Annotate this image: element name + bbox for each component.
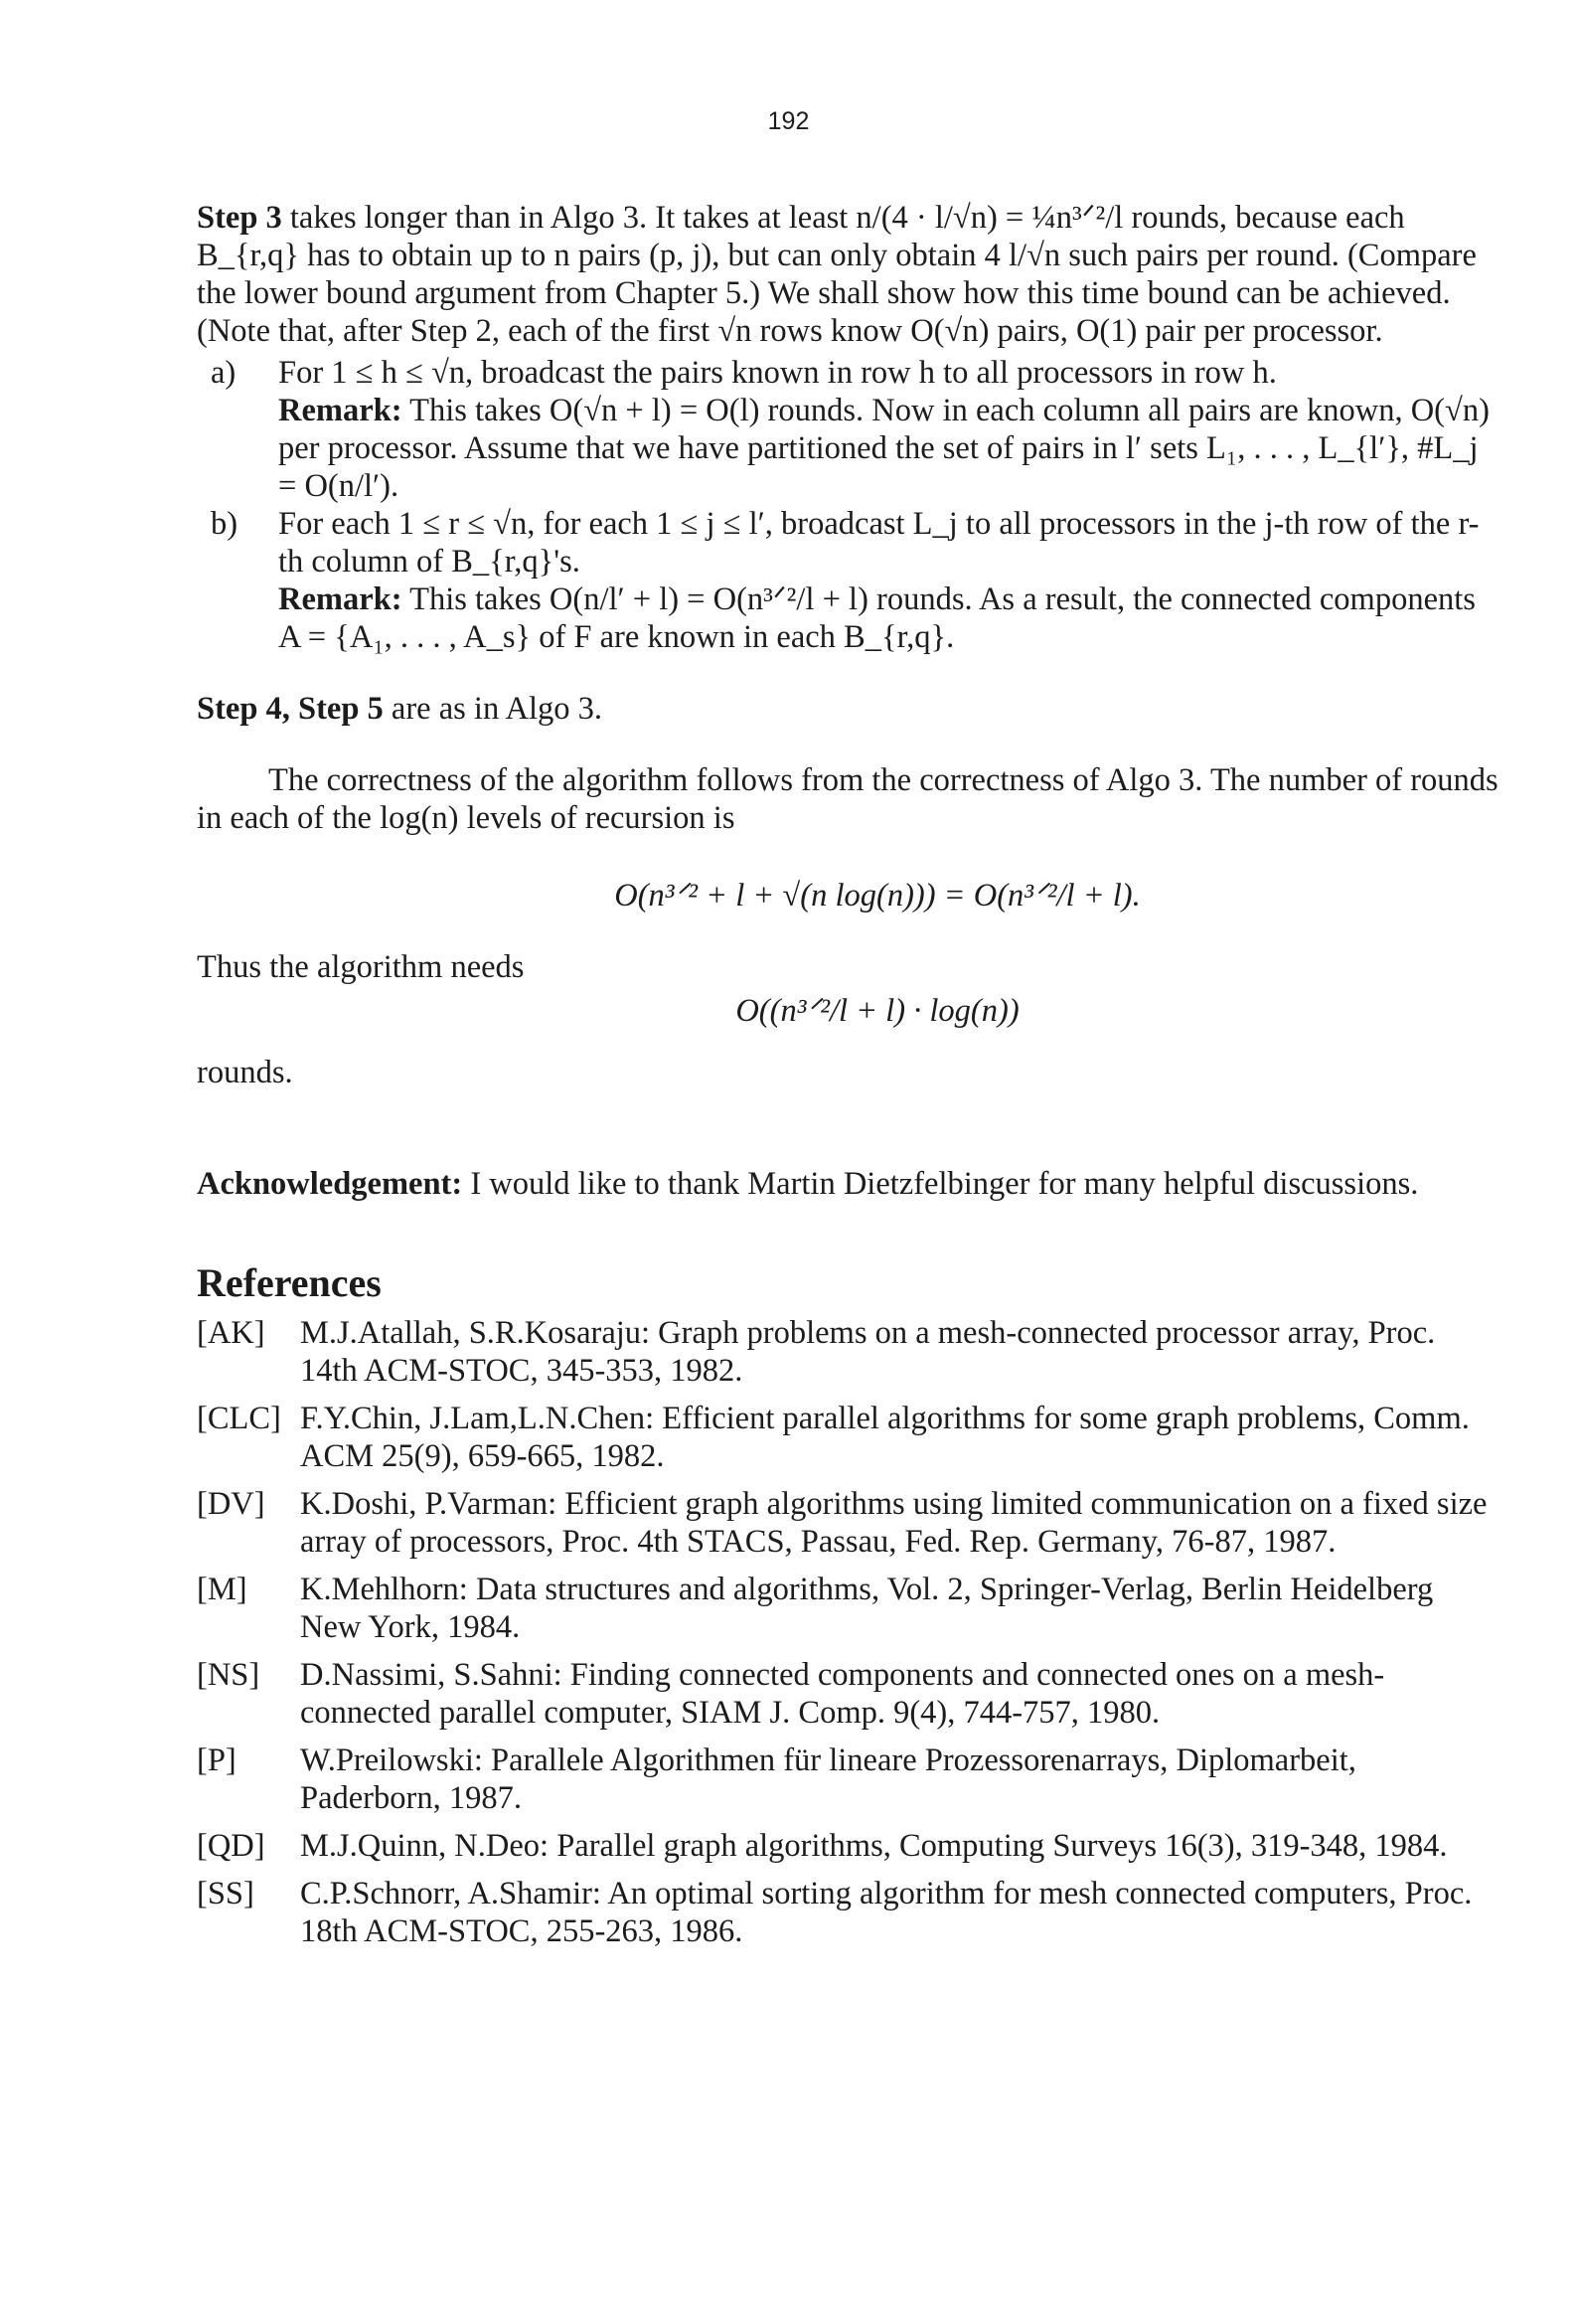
item-text: For each 1 ≤ r ≤ √n, for each 1 ≤ j ≤ l′, broadcast L_j to all processors in the j-th row of the r-th column of B_{r,q}'s. xyxy=(278,506,1480,580)
reference-item xyxy=(197,1875,1498,1950)
step3-text: takes longer than in Algo 3. It takes at least n/(4 · l/√n) = ¼n³ᐟ²/l rounds, because each B_{r,q} has to obtain up to n pairs (p, j), but can only obtain 4 l/√n such pairs per round. (Compare the lower bound argument from Chapter 5.) We shall show how this time bound can be achieved. (Note that, after Step 2, each of the first √n rows know O(√n) pairs, O(1) pair per processor. xyxy=(197,200,1477,349)
reference-text: D.Nassimi, S.Sahni: Finding connected components and connected ones on a mesh-connected parallel computer, SIAM J. Comp. 9(4), 744-757, 1980. xyxy=(300,1657,1385,1731)
item-remark xyxy=(278,392,1498,505)
item-label: a) xyxy=(211,355,237,391)
formula-rounds-per-level: O(n³ᐟ² + l + √(n log(n))) = O(n³ᐟ²/l + l). xyxy=(614,878,1141,913)
reference-item xyxy=(197,1656,1498,1732)
item-label: b) xyxy=(211,506,238,542)
step3-paragraph xyxy=(197,199,1498,350)
reference-item xyxy=(197,1400,1498,1475)
reference-text: K.Mehlhorn: Data structures and algorithms, Vol. 2, Springer-Verlag, Berlin Heidelberg New York, 1984. xyxy=(300,1572,1434,1645)
reference-text: M.J.Atallah, S.R.Kosaraju: Graph problems on a mesh-connected processor array, Proc. 14th ACM-STOC, 345-353, 1982. xyxy=(300,1315,1436,1389)
reference-list xyxy=(197,1314,1498,1950)
remark-text: This takes O(√n + l) = O(l) rounds. Now in each column all pairs are known, O(√n) per processor. Assume that we have partitioned the set of pairs in l′ sets L₁, . . . , L_{l′}, #L_j = O(n/l′). xyxy=(278,393,1490,504)
reference-key: [CLC] xyxy=(197,1401,281,1436)
step3-item-b xyxy=(197,505,1498,656)
reference-item xyxy=(197,1742,1498,1817)
reference-item xyxy=(197,1314,1498,1390)
reference-item xyxy=(197,1485,1498,1561)
reference-key: [DV] xyxy=(197,1486,265,1522)
acknowledgement-text: I would like to thank Martin Dietzfelbinger for many helpful discussions. xyxy=(470,1166,1419,1202)
reference-item xyxy=(197,1827,1498,1865)
remark-label: Remark: xyxy=(278,393,402,428)
reference-key: [M] xyxy=(197,1572,247,1607)
step45-text: are as in Algo 3. xyxy=(391,691,603,727)
item-text: For 1 ≤ h ≤ √n, broadcast the pairs known in row h to all processors in row h. xyxy=(278,355,1277,391)
step3-item-a xyxy=(197,354,1498,505)
remark-text: This takes O(n/l′ + l) = O(n³ᐟ²/l + l) rounds. As a result, the connected components A = {A₁, . . . , A_s} of F are known in each B_{r,q}. xyxy=(278,581,1476,655)
page-content xyxy=(197,199,1498,1960)
page-number: 192 xyxy=(767,107,810,135)
references-title: References xyxy=(197,1260,382,1305)
reference-text: F.Y.Chin, J.Lam,L.N.Chen: Efficient parallel algorithms for some graph problems, Comm. ACM 25(9), 659-665, 1982. xyxy=(300,1401,1470,1474)
thus-text: Thus the algorithm needs xyxy=(197,949,525,985)
acknowledgement-paragraph xyxy=(197,1165,1498,1203)
formula-total-rounds: O((n³ᐟ²/l + l) · log(n)) xyxy=(735,993,1020,1029)
reference-key: [P] xyxy=(197,1743,237,1778)
reference-key: [QD] xyxy=(197,1828,265,1864)
correctness-paragraph: The correctness of the algorithm follows from the correctness of Algo 3. The number of rounds in each of the log(n) levels of recursion is xyxy=(197,762,1498,836)
reference-key: [SS] xyxy=(197,1876,254,1911)
remark-label: Remark: xyxy=(278,581,402,617)
acknowledgement-label: Acknowledgement: xyxy=(197,1166,463,1202)
step3-items xyxy=(197,354,1498,656)
item-remark xyxy=(278,581,1498,656)
step3-label: Step 3 xyxy=(197,200,282,236)
step45-paragraph xyxy=(197,690,1498,728)
reference-key: [NS] xyxy=(197,1657,260,1693)
reference-key: [AK] xyxy=(197,1315,265,1351)
reference-item xyxy=(197,1571,1498,1646)
reference-text: W.Preilowski: Parallele Algorithmen für lineare Prozessorenarrays, Diplomarbeit, Paderborn, 1987. xyxy=(300,1743,1356,1816)
rounds-text: rounds. xyxy=(197,1055,293,1090)
reference-text: K.Doshi, P.Varman: Efficient graph algorithms using limited communication on a fixed size array of processors, Proc. 4th STACS, Passau, Fed. Rep. Germany, 76-87, 1987. xyxy=(300,1486,1488,1560)
step45-label: Step 4, Step 5 xyxy=(197,691,384,727)
reference-text: M.J.Quinn, N.Deo: Parallel graph algorithms, Computing Surveys 16(3), 319-348, 1984. xyxy=(300,1828,1448,1864)
reference-text: C.P.Schnorr, A.Shamir: An optimal sorting algorithm for mesh connected computers, Proc. 18th ACM-STOC, 255-263, 1986. xyxy=(300,1876,1473,1949)
